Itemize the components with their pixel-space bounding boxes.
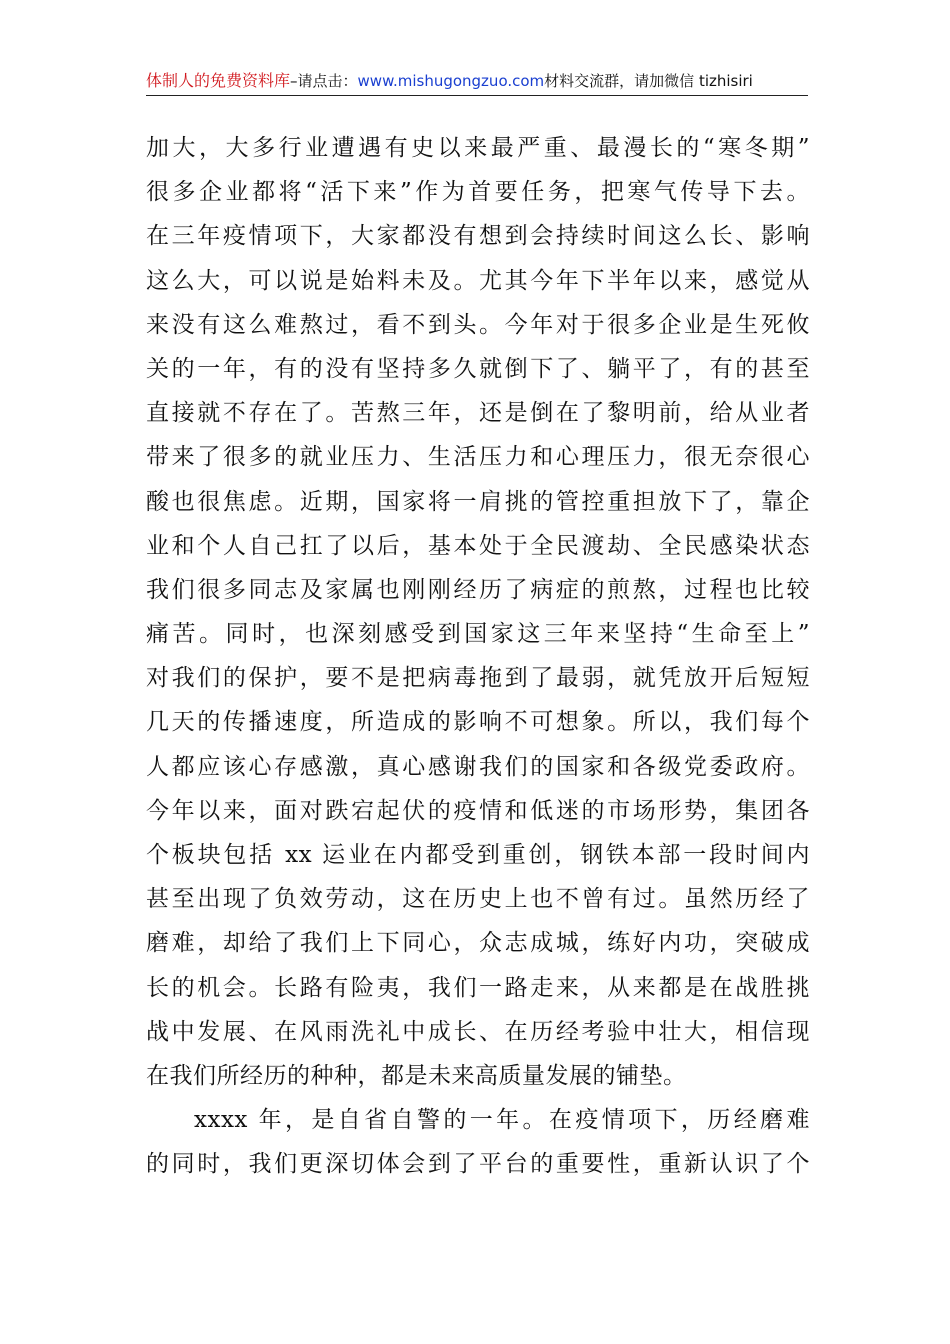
header-url-link[interactable]: www.mishugongzuo.com (357, 72, 545, 90)
header-divider (146, 95, 808, 96)
text-line: 磨难，却给了我们上下同心，众志成城，练好内功，突破成 (146, 930, 810, 957)
text-line: 关的一年，有的没有坚持多久就倒下了、躺平了，有的甚至 (146, 355, 810, 382)
header-prompt: –请点击： (290, 72, 358, 90)
paragraph-1 (146, 126, 810, 1098)
header-brand: 体制人的免费资料库 (146, 71, 291, 90)
text-line: 痛苦。同时，也深刻感受到国家这三年来坚持“生命至上” (146, 621, 810, 648)
text-line: 战中发展、在风雨洗礼中成长、在历经考验中壮大，相信现 (146, 1018, 810, 1045)
text-line: 来没有这么难熬过，看不到头。今年对于很多企业是生死攸 (146, 311, 810, 338)
text-line: 甚至出现了负效劳动，这在历史上也不曾有过。虽然历经了 (146, 886, 810, 913)
text-line: 业和个人自己扛了以后，基本处于全民渡劫、全民感染状态 (146, 532, 810, 559)
text-line: 酸也很焦虑。近期，国家将一肩挑的管控重担放下了，靠企 (146, 488, 810, 515)
header-contact-text: 材料交流群，请加微信 tizhisiri (544, 72, 753, 90)
paragraph-2 (146, 1098, 810, 1186)
text-line: 这么大，可以说是始料未及。尤其今年下半年以来，感觉从 (146, 267, 810, 294)
text-line: 在我们所经历的种种，都是未来高质量发展的铺垫。 (146, 1062, 687, 1089)
text-line: 加大，大多行业遭遇有史以来最严重、最漫长的“寒冬期” (146, 135, 810, 161)
text-line: 几天的传播速度，所造成的影响不可想象。所以，我们每个 (146, 709, 810, 736)
text-line: 在三年疫情项下，大家都没有想到会持续时间这么长、影响 (146, 223, 810, 250)
text-line: 今年以来，面对跌宕起伏的疫情和低迷的市场形势，集团各 (146, 797, 810, 824)
text-line: 的同时，我们更深切体会到了平台的重要性，重新认识了个 (146, 1151, 810, 1178)
text-line: 对我们的保护，要不是把病毒拖到了最弱，就凭放开后短短 (146, 665, 810, 692)
text-line: 我们很多同志及家属也刚刚经历了病症的煎熬，过程也比较 (146, 576, 810, 603)
page-header (146, 70, 806, 94)
text-line: xxxx 年，是自省自警的一年。在疫情项下，历经磨难 (194, 1107, 810, 1134)
text-line: 很多企业都将“活下来”作为首要任务，把寒气传导下去。 (146, 179, 810, 206)
document-body (146, 126, 810, 1187)
text-line: 长的机会。长路有险夷，我们一路走来，从来都是在战胜挑 (146, 974, 810, 1001)
text-line: 带来了很多的就业压力、生活压力和心理压力，很无奈很心 (146, 444, 810, 471)
text-line: 人都应该心存感激，真心感谢我们的国家和各级党委政府。 (146, 753, 810, 780)
text-line: 个板块包括 xx 运业在内都受到重创，钢铁本部一段时间内 (146, 842, 810, 868)
text-line: 直接就不存在了。苦熬三年，还是倒在了黎明前，给从业者 (146, 400, 810, 427)
